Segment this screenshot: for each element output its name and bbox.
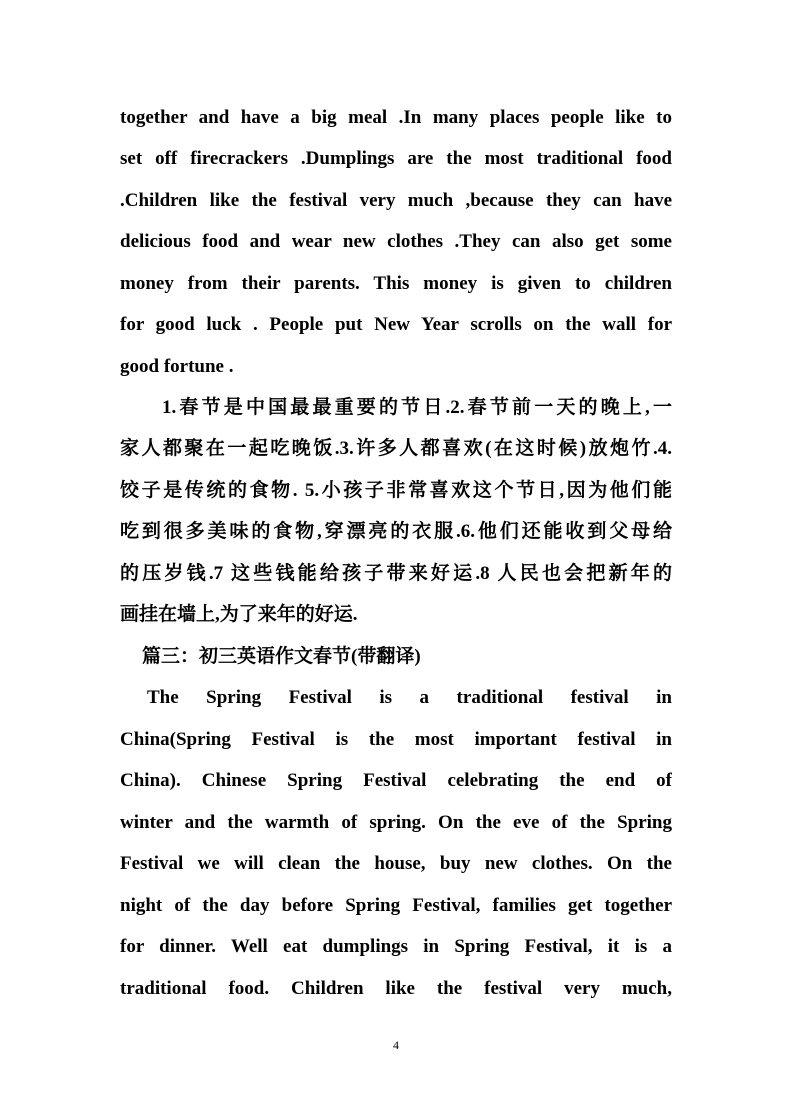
- section-heading: 篇三：初三英语作文春节(带翻译): [142, 646, 421, 667]
- text-line-3: .Children like the festival very much ,because they can have: [120, 190, 672, 211]
- text-line-4: delicious food and wear new clothes .They can also get some: [120, 231, 672, 252]
- essay-line-8: traditional food. Children like the festival very much,: [120, 978, 672, 999]
- page-number: 4: [393, 1038, 399, 1052]
- text-line-5: money from their parents. This money is given to children: [120, 273, 672, 294]
- text-line-1: together and have a big meal .In many places people like to: [120, 107, 672, 128]
- text-line-6: for good luck . People put New Year scrolls on the wall for: [120, 314, 672, 335]
- essay-line-3: China). Chinese Spring Festival celebrating the end of: [120, 770, 672, 791]
- chinese-line-2: 家人都聚在一起吃晚饭.3.许多人都喜欢(在这时候)放炮竹.4.: [120, 438, 672, 459]
- text-line-7: good fortune .: [120, 356, 234, 377]
- chinese-line-5: 的压岁钱.7 这些钱能给孩子带来好运.8 人民也会把新年的: [120, 563, 672, 584]
- essay-line-2: China(Spring Festival is the most important festival in: [120, 729, 672, 750]
- chinese-line-1: 1.春节是中国最最重要的节日.2.春节前一天的晚上,一: [162, 397, 672, 418]
- essay-line-1: The Spring Festival is a traditional festival in: [147, 687, 672, 708]
- essay-line-4: winter and the warmth of spring. On the eve of the Spring: [120, 812, 672, 833]
- text-line-2: set off firecrackers .Dumplings are the most traditional food: [120, 148, 672, 169]
- essay-line-5: Festival we will clean the house, buy new clothes. On the: [120, 853, 672, 874]
- chinese-line-3: 饺子是传统的食物. 5.小孩子非常喜欢这个节日,因为他们能: [120, 480, 672, 501]
- essay-line-7: for dinner. Well eat dumplings in Spring Festival, it is a: [120, 936, 672, 957]
- chinese-line-4: 吃到很多美味的食物,穿漂亮的衣服.6.他们还能收到父母给: [120, 521, 672, 542]
- chinese-line-6: 画挂在墙上,为了来年的好运.: [120, 604, 358, 625]
- essay-line-6: night of the day before Spring Festival, families get together: [120, 895, 672, 916]
